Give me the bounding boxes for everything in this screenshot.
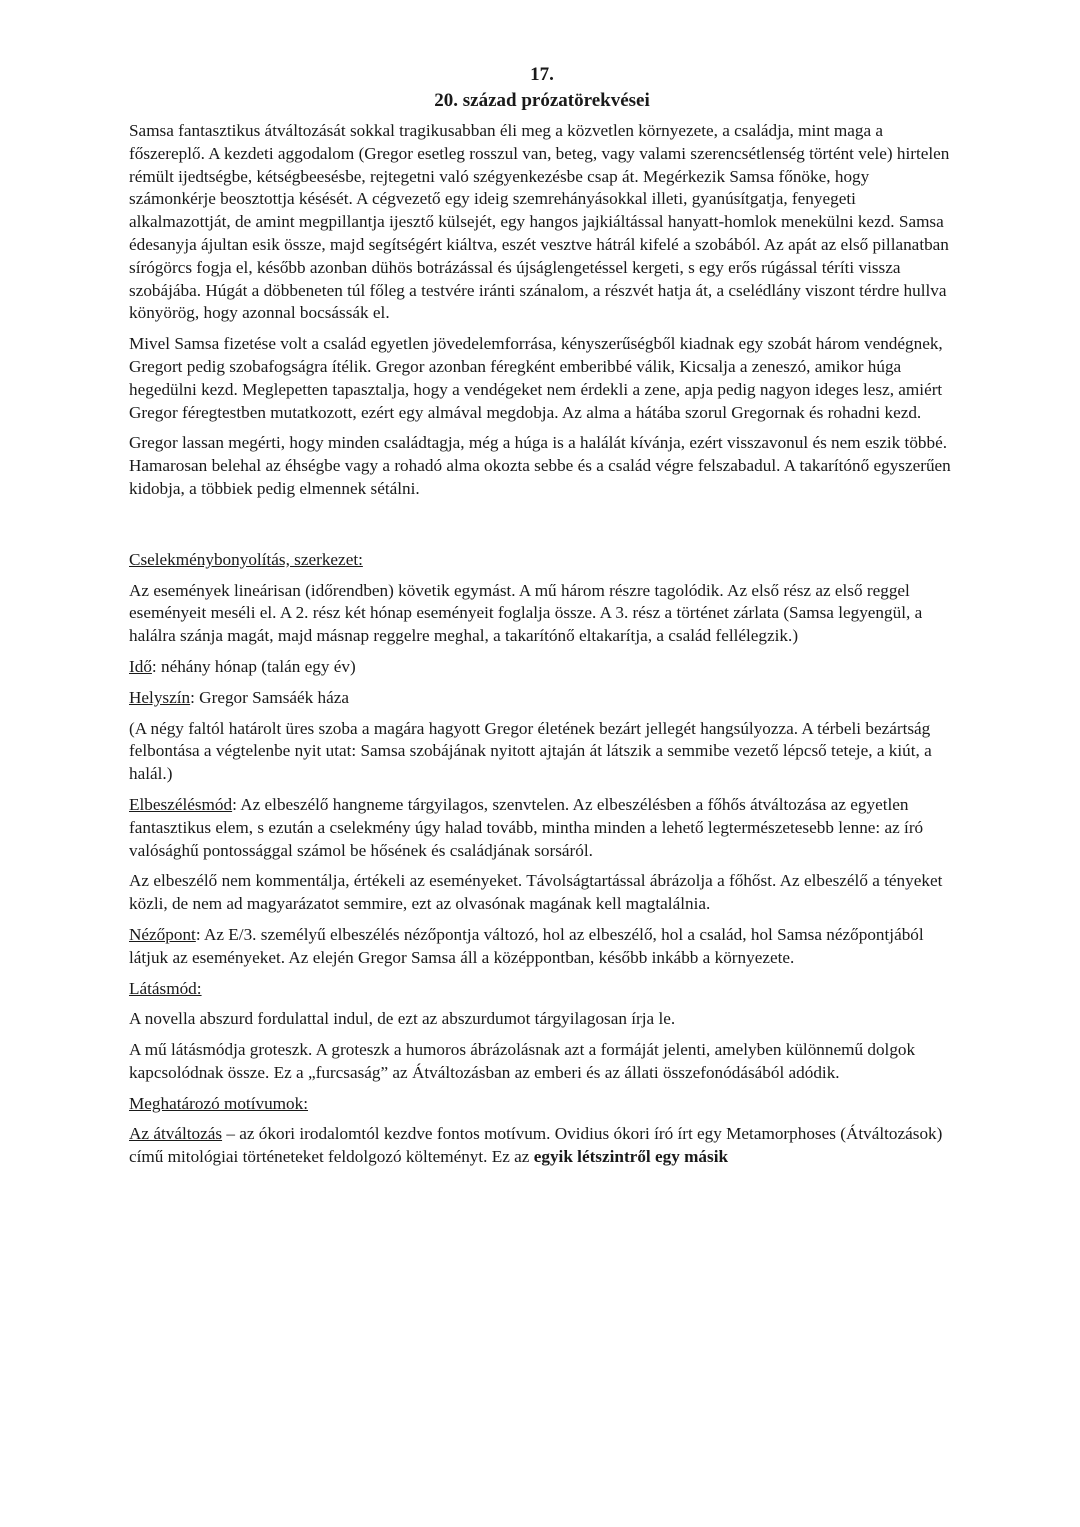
paragraph-transformation: [129, 1123, 955, 1169]
paragraph-narrator: Az elbeszélő nem kommentálja, értékeli az eseményeket. Távolságtartással ábrázolja a főhőst. Az elbeszélő a tényeket közli, de nem ad magyarázatot semmire, ezt az olvasónak magának kell magtalálnia.: [129, 871, 943, 914]
chapter-number: 17.: [530, 64, 554, 85]
paragraph-place: [129, 687, 955, 710]
narration-label: Elbeszélésmód: [129, 794, 233, 814]
place-label: Helyszín: [129, 687, 191, 707]
transformation-label: Az átváltozás: [129, 1124, 223, 1144]
paragraph-income: Mivel Samsa fizetése volt a család egyetlen jövedelemforrása, kényszerűségből kiadnak egy szobát három vendégnek, Gregort pedig szobafogságra ítélik. Gregor azonban féregként emberibbé válik, Kicsalja a zeneszó, amikor húga hegedülni kezd. Meglepetten tapasztalja, hogy a vendégeket nem érdekli a zene, apja pedig nagyon ideges lesz, amiért Gregor féregtestben mutatkozott, ezért egy almával megdobja. Az alma a hátába szorul Gregornak és rohadni kezd.: [129, 334, 943, 422]
heading-plot-text: Cselekménybonyolítás, szerkezet:: [129, 549, 363, 569]
chapter-title: 20. század prózatörekvései: [434, 90, 650, 111]
paragraph-absurd: A novella abszurd fordulattal indul, de ezt az abszurdumot tárgyilagosan írja le.: [129, 1009, 676, 1029]
section-heading-motifs: [129, 1093, 955, 1116]
section-heading-plot: [129, 549, 955, 572]
section-heading-vision: [129, 978, 955, 1001]
paragraph-death: Gregor lassan megérti, hogy minden családtagja, még a húga is a halálát kívánja, ezért visszavonul és nem eszik többé. Hamarosan belehal az éhségbe vagy a rohadó alma okozta sebbe és a család végre felszabadul. A takarítónő egyszerűen kidobja, a többiek pedig elmennek sétálni.: [129, 433, 951, 498]
heading-motifs-text: Meghatározó motívumok:: [129, 1093, 309, 1113]
time-text: : néhány hónap (talán egy év): [151, 656, 356, 676]
paragraph-grotesque: A mű látásmódja groteszk. A groteszk a humoros ábrázolásnak azt a formáját jelenti, amelyben különnemű dolgok kapcsolódnak össze. Ez a „furcsaság” az Átváltozásban az emberi és az állati összefonódásából adódik.: [129, 1040, 916, 1082]
place-text: : Gregor Samsáék háza: [190, 687, 350, 707]
transformation-bold: egyik létszintről egy másik: [533, 1147, 729, 1167]
paragraph-time: [129, 656, 955, 679]
document-page: [129, 62, 955, 1177]
transformation-text: – az ókori irodalomtól kezdve fontos motívum. Ovidius ókori író írt egy Metamorphoses (Átváltozások) című mitológiai történeteket feldolgozó költeményt. Ez az: [129, 1124, 943, 1167]
spacer: [129, 509, 955, 549]
paragraph-structure: Az események lineárisan (időrendben) követik egymást. A mű három részre tagolódik. Az első rész az első reggel eseményeit meséli el. A 2. rész két hónap eseményeit foglalja össze. A 3. rész a történet zárlata (Samsa legyengül, a halálra szánja magát, majd másnap reggelre meghal, a takarítónő eltakarítja, a család fellélegzik.): [129, 580, 923, 646]
paragraph-viewpoint: [129, 924, 955, 970]
paragraph-narration: [129, 794, 955, 862]
document-header: [129, 62, 955, 114]
viewpoint-text: : Az E/3. személyű elbeszélés nézőpontja változó, hol az elbeszélő, hol a család, hol Samsa nézőpontjából látjuk az eseményeket. Az elején Gregor Samsa áll a középpontban, később inkább a környezete.: [129, 924, 924, 967]
narration-text: : Az elbeszélő hangneme tárgyilagos, szenvtelen. Az elbeszélésben a főhős átváltozása az egyetlen fantasztikus elem, s ezután a cselekmény úgy halad tovább, mintha minden a lehető legtermészetesebb lenne: az író valósághű pontossággal számol be hősének és családjának sorsáról.: [129, 794, 924, 860]
viewpoint-label: Nézőpont: [129, 924, 196, 944]
time-label: Idő: [129, 656, 152, 676]
paragraph-family-reaction: Samsa fantasztikus átváltozását sokkal tragikusabban éli meg a közvetlen környezete, a családja, mint maga a főszereplő. A kezdeti aggodalom (Gregor esetleg rosszul van, beteg, vagy valami szerencsétlenség történt vele) hirtelen rémült ijedtségbe, kétségbeesésbe, rejtegetni való szégyenkezésbe csap át. Megérkezik Samsa főnöke, hogy számonkérje beosztottja késését. A cégvezető egy ideig szemrehányásokkal illeti, gyanúsítgatja, fenyegeti alkalmazottját, de amint megpillantja ijesztő külsejét, egy hangos jajkiáltással hanyatt-homlok menekülni kezd. Samsa édesanyja ájultan esik össze, majd segítségért kiáltva, eszét vesztve hátrál kifelé a szobából. Az apát az első pillanatban sírógörcs fogja el, később azonban dühös botrázással és újságlengetéssel kergeti, s egy erős rúgással téríti vissza szobájába. Húgát a döbbeneten túl főleg a testvére iránti szánalom, a részvét hatja át, a cselédlány viszont térdre hullva könyörög, hogy azonnal bocsássák el.: [129, 121, 950, 323]
heading-vision-text: Látásmód:: [129, 978, 202, 998]
paragraph-room: (A négy faltól határolt üres szoba a magára hagyott Gregor életének bezárt jellegét hangsúlyozza. A térbeli bezártság felbontása a végtelenbe nyit utat: Samsa szobájának nyitott ajtaján át látszik a semmibe vezető lépcső teteje, a kiút, a halál.): [129, 718, 932, 784]
